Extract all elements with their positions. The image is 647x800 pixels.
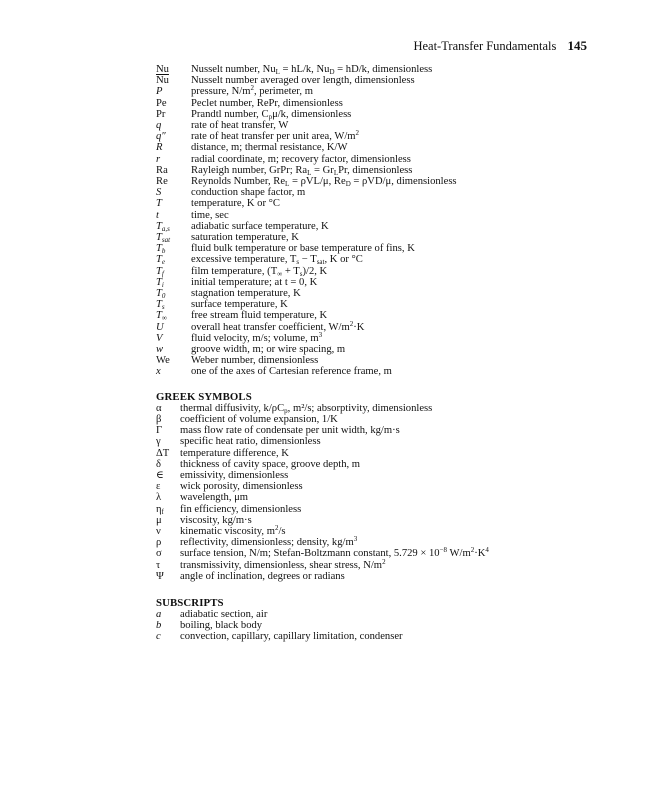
greek-row	[156, 504, 596, 515]
subscript-description: convection, capillary, capillary limitation, condenser	[180, 631, 403, 643]
greek-symbol: μ	[156, 514, 162, 526]
greek-symbol: γ	[156, 436, 161, 448]
nomenclature-symbol: $T_b$	[156, 243, 166, 256]
nomenclature-symbol: $T_f$	[156, 265, 164, 278]
nomenclature-description: temperature, K or °C	[191, 198, 280, 210]
nomenclature-row	[156, 243, 596, 254]
nomenclature-description: fluid bulk temperature or base temperature of fins, K	[191, 243, 415, 255]
subscripts-heading: SUBSCRIPTS	[156, 596, 224, 609]
greek-row	[156, 481, 596, 492]
nomenclature-description: excessive temperature, $T_s - T_{sat}$, K or °C	[191, 254, 363, 267]
nomenclature-row	[156, 109, 596, 120]
subscript-row	[156, 631, 596, 642]
greek-row	[156, 425, 596, 436]
nomenclature-symbol: $\overline{Nu}$	[156, 75, 169, 87]
nomenclature-description: conduction shape factor, m	[191, 187, 306, 199]
nomenclature-row	[156, 266, 596, 277]
nomenclature-symbol: w	[156, 344, 164, 356]
running-title: Heat-Transfer Fundamentals	[413, 39, 557, 53]
greek-description: wick porosity, dimensionless	[180, 481, 303, 493]
greek-description: temperature difference, K	[180, 447, 289, 459]
nomenclature-symbol: $T_e$	[156, 254, 166, 267]
page-number: 145	[567, 38, 587, 53]
nomenclature-description: one of the axes of Cartesian reference frame, m	[191, 366, 392, 378]
nomenclature-row	[156, 319, 596, 333]
nomenclature-description: distance, m; thermal resistance, K/W	[191, 142, 348, 154]
nomenclature-description: surface temperature, K	[191, 299, 288, 311]
greek-description: angle of inclination, degrees or radians	[180, 570, 345, 582]
subscript-description: adiabatic section, air	[180, 608, 268, 620]
subscript-row	[156, 620, 596, 631]
nomenclature-description: stagnation temperature, K	[191, 288, 301, 300]
nomenclature-description: radial coordinate, m; recovery factor, dimensionless	[191, 153, 411, 165]
nomenclature-symbol: $T_\infty$	[156, 310, 167, 323]
subscript-symbol: b	[156, 620, 162, 632]
nomenclature-symbol: We	[156, 355, 170, 367]
nomenclature-description: groove width, m; or wire spacing, m	[191, 344, 346, 356]
nomenclature-description: Nusselt number, $Nu_L = hL/k$, $Nu_D = hD/k$, dimensionless	[191, 64, 433, 76]
greek-row	[156, 448, 596, 459]
nomenclature-row	[156, 288, 596, 299]
nomenclature-symbol: $T_{sat}$	[156, 232, 171, 245]
greek-row	[156, 492, 596, 503]
nomenclature-symbol: V	[156, 332, 163, 344]
nomenclature-description: initial temperature; at t = 0, K	[191, 276, 318, 288]
nomenclature-list	[156, 64, 596, 643]
nomenclature-symbol: P	[156, 86, 163, 98]
nomenclature-row	[156, 221, 596, 232]
running-header	[413, 38, 587, 54]
nomenclature-description: Weber number, dimensionless	[191, 355, 319, 367]
greek-symbol: Ψ	[156, 570, 164, 582]
nomenclature-row	[156, 154, 596, 165]
nomenclature-description: pressure, $N/m^2$, perimeter, m	[191, 84, 313, 98]
nomenclature-description: rate of heat transfer per unit area, $W/m^2$	[191, 129, 360, 143]
greek-description: thickness of cavity space, groove depth, m	[180, 458, 361, 470]
greek-row	[156, 470, 596, 481]
greek-row	[156, 523, 596, 537]
greek-symbol: σ	[156, 548, 162, 560]
nomenclature-symbol: U	[156, 321, 164, 333]
nomenclature-symbol: $T_0$	[156, 288, 166, 301]
greek-symbol: $\eta_f$	[156, 503, 164, 516]
nomenclature-row	[156, 210, 596, 221]
nomenclature-row	[156, 98, 596, 109]
greek-symbol: ∈	[156, 469, 164, 481]
greek-symbol: ε	[156, 481, 161, 493]
nomenclature-row	[156, 299, 596, 310]
nomenclature-description: film temperature, $(T_\infty + T_s)/2$, K	[191, 265, 328, 278]
nomenclature-row	[156, 64, 596, 75]
nomenclature-row	[156, 198, 596, 209]
nomenclature-row	[156, 254, 596, 265]
greek-row	[156, 436, 596, 447]
nomenclature-symbol: q	[156, 120, 162, 132]
greek-description: specific heat ratio, dimensionless	[180, 436, 321, 448]
subscript-symbol: c	[156, 631, 161, 643]
nomenclature-symbol: Pe	[156, 97, 167, 109]
nomenclature-row	[156, 330, 596, 344]
nomenclature-symbol: q″	[156, 131, 166, 143]
greek-symbol: δ	[156, 458, 161, 470]
nomenclature-row	[156, 75, 596, 86]
nomenclature-description: Reynolds Number, $Re_L = \rho VL/\mu$, $Re_D = \rho VD/\mu$, dimensionless	[191, 176, 457, 189]
greek-row	[156, 459, 596, 470]
nomenclature-description: time, sec	[191, 209, 229, 221]
greek-row	[156, 515, 596, 526]
nomenclature-row	[156, 366, 596, 377]
nomenclature-description: overall heat transfer coefficient, $W/m^2\cdot K$	[191, 319, 365, 333]
nomenclature-symbol: T	[156, 198, 162, 210]
nomenclature-symbol: R	[156, 142, 163, 154]
nomenclature-row	[156, 131, 596, 142]
nomenclature-description: rate of heat transfer, W	[191, 120, 289, 132]
nomenclature-row	[156, 187, 596, 198]
greek-row	[156, 537, 596, 548]
nomenclature-symbol: Nu	[156, 64, 169, 75]
greek-symbol: ν	[156, 525, 161, 537]
nomenclature-symbol: Pr	[156, 108, 166, 120]
greek-symbol: λ	[156, 492, 162, 504]
nomenclature-row	[156, 165, 596, 176]
nomenclature-symbol: $T_{a,s}$	[156, 220, 170, 233]
greek-symbols-heading: GREEK SYMBOLS	[156, 390, 252, 403]
nomenclature-row	[156, 176, 596, 187]
greek-description: transmissivity, dimensionless, shear stress, $N/m^2$	[180, 557, 386, 571]
greek-description: surface tension, N/m; Stefan-Boltzmann constant, $5.729 \times 10^{-8}$ $W/m^2\cdot K^4$	[180, 546, 489, 560]
subscript-description: boiling, black body	[180, 620, 263, 632]
greek-description: emissivity, dimensionless	[180, 469, 289, 481]
greek-row	[156, 403, 596, 414]
greek-symbol: ΔT	[156, 447, 170, 459]
nomenclature-row	[156, 277, 596, 288]
nomenclature-description: free stream fluid temperature, K	[191, 310, 328, 322]
greek-row	[156, 548, 596, 559]
greek-symbol: α	[156, 402, 162, 414]
greek-row	[156, 414, 596, 425]
greek-description: wavelength, μm	[180, 492, 249, 504]
greek-row	[156, 557, 596, 571]
greek-description: viscosity, kg/m·s	[180, 514, 252, 526]
greek-symbol: τ	[156, 559, 161, 571]
nomenclature-description: Nusselt number averaged over length, dimensionless	[191, 75, 415, 87]
nomenclature-row	[156, 355, 596, 366]
greek-description: kinematic viscosity, $m^2/s$	[180, 523, 286, 537]
nomenclature-symbol: $T_s$	[156, 299, 165, 312]
nomenclature-row	[156, 142, 596, 153]
greek-symbol: ρ	[156, 537, 162, 549]
greek-symbol: β	[156, 413, 162, 425]
nomenclature-description: Prandtl number, $C_p\mu/k$, dimensionless	[191, 108, 352, 121]
greek-description: reflectivity, dimensionless; density, $kg/m^3$	[180, 535, 358, 549]
nomenclature-symbol: t	[156, 209, 159, 221]
nomenclature-symbol: Re	[156, 176, 168, 188]
nomenclature-row	[156, 86, 596, 97]
greek-description: fin efficiency, dimensionless	[180, 503, 302, 515]
nomenclature-description: Peclet number, RePr, dimensionless	[191, 97, 343, 109]
nomenclature-row	[156, 120, 596, 131]
nomenclature-description: adiabatic surface temperature, K	[191, 220, 329, 232]
greek-symbol: Γ	[156, 425, 163, 437]
nomenclature-description: Rayleigh number, GrPr; $Ra_L = Gr_LPr$, dimensionless	[191, 164, 413, 177]
nomenclature-symbol: $T_i$	[156, 276, 164, 289]
nomenclature-description: saturation temperature, K	[191, 232, 299, 244]
nomenclature-row	[156, 310, 596, 321]
greek-description: thermal diffusivity, $k/\rho C_p$, m²/s; absorptivity, dimensionless	[180, 402, 433, 415]
nomenclature-symbol: S	[156, 187, 162, 199]
greek-row	[156, 571, 596, 582]
subscript-symbol: a	[156, 608, 162, 620]
nomenclature-symbol: x	[156, 366, 161, 378]
nomenclature-row	[156, 232, 596, 243]
greek-description: coefficient of volume expansion, 1/K	[180, 413, 338, 425]
nomenclature-symbol: r	[156, 153, 161, 165]
nomenclature-symbol: Ra	[156, 164, 168, 176]
nomenclature-description: fluid velocity, m/s; volume, $m^3$	[191, 330, 323, 344]
greek-description: mass flow rate of condensate per unit width, kg/m·s	[180, 425, 400, 437]
nomenclature-row	[156, 344, 596, 355]
subscript-row	[156, 609, 596, 620]
